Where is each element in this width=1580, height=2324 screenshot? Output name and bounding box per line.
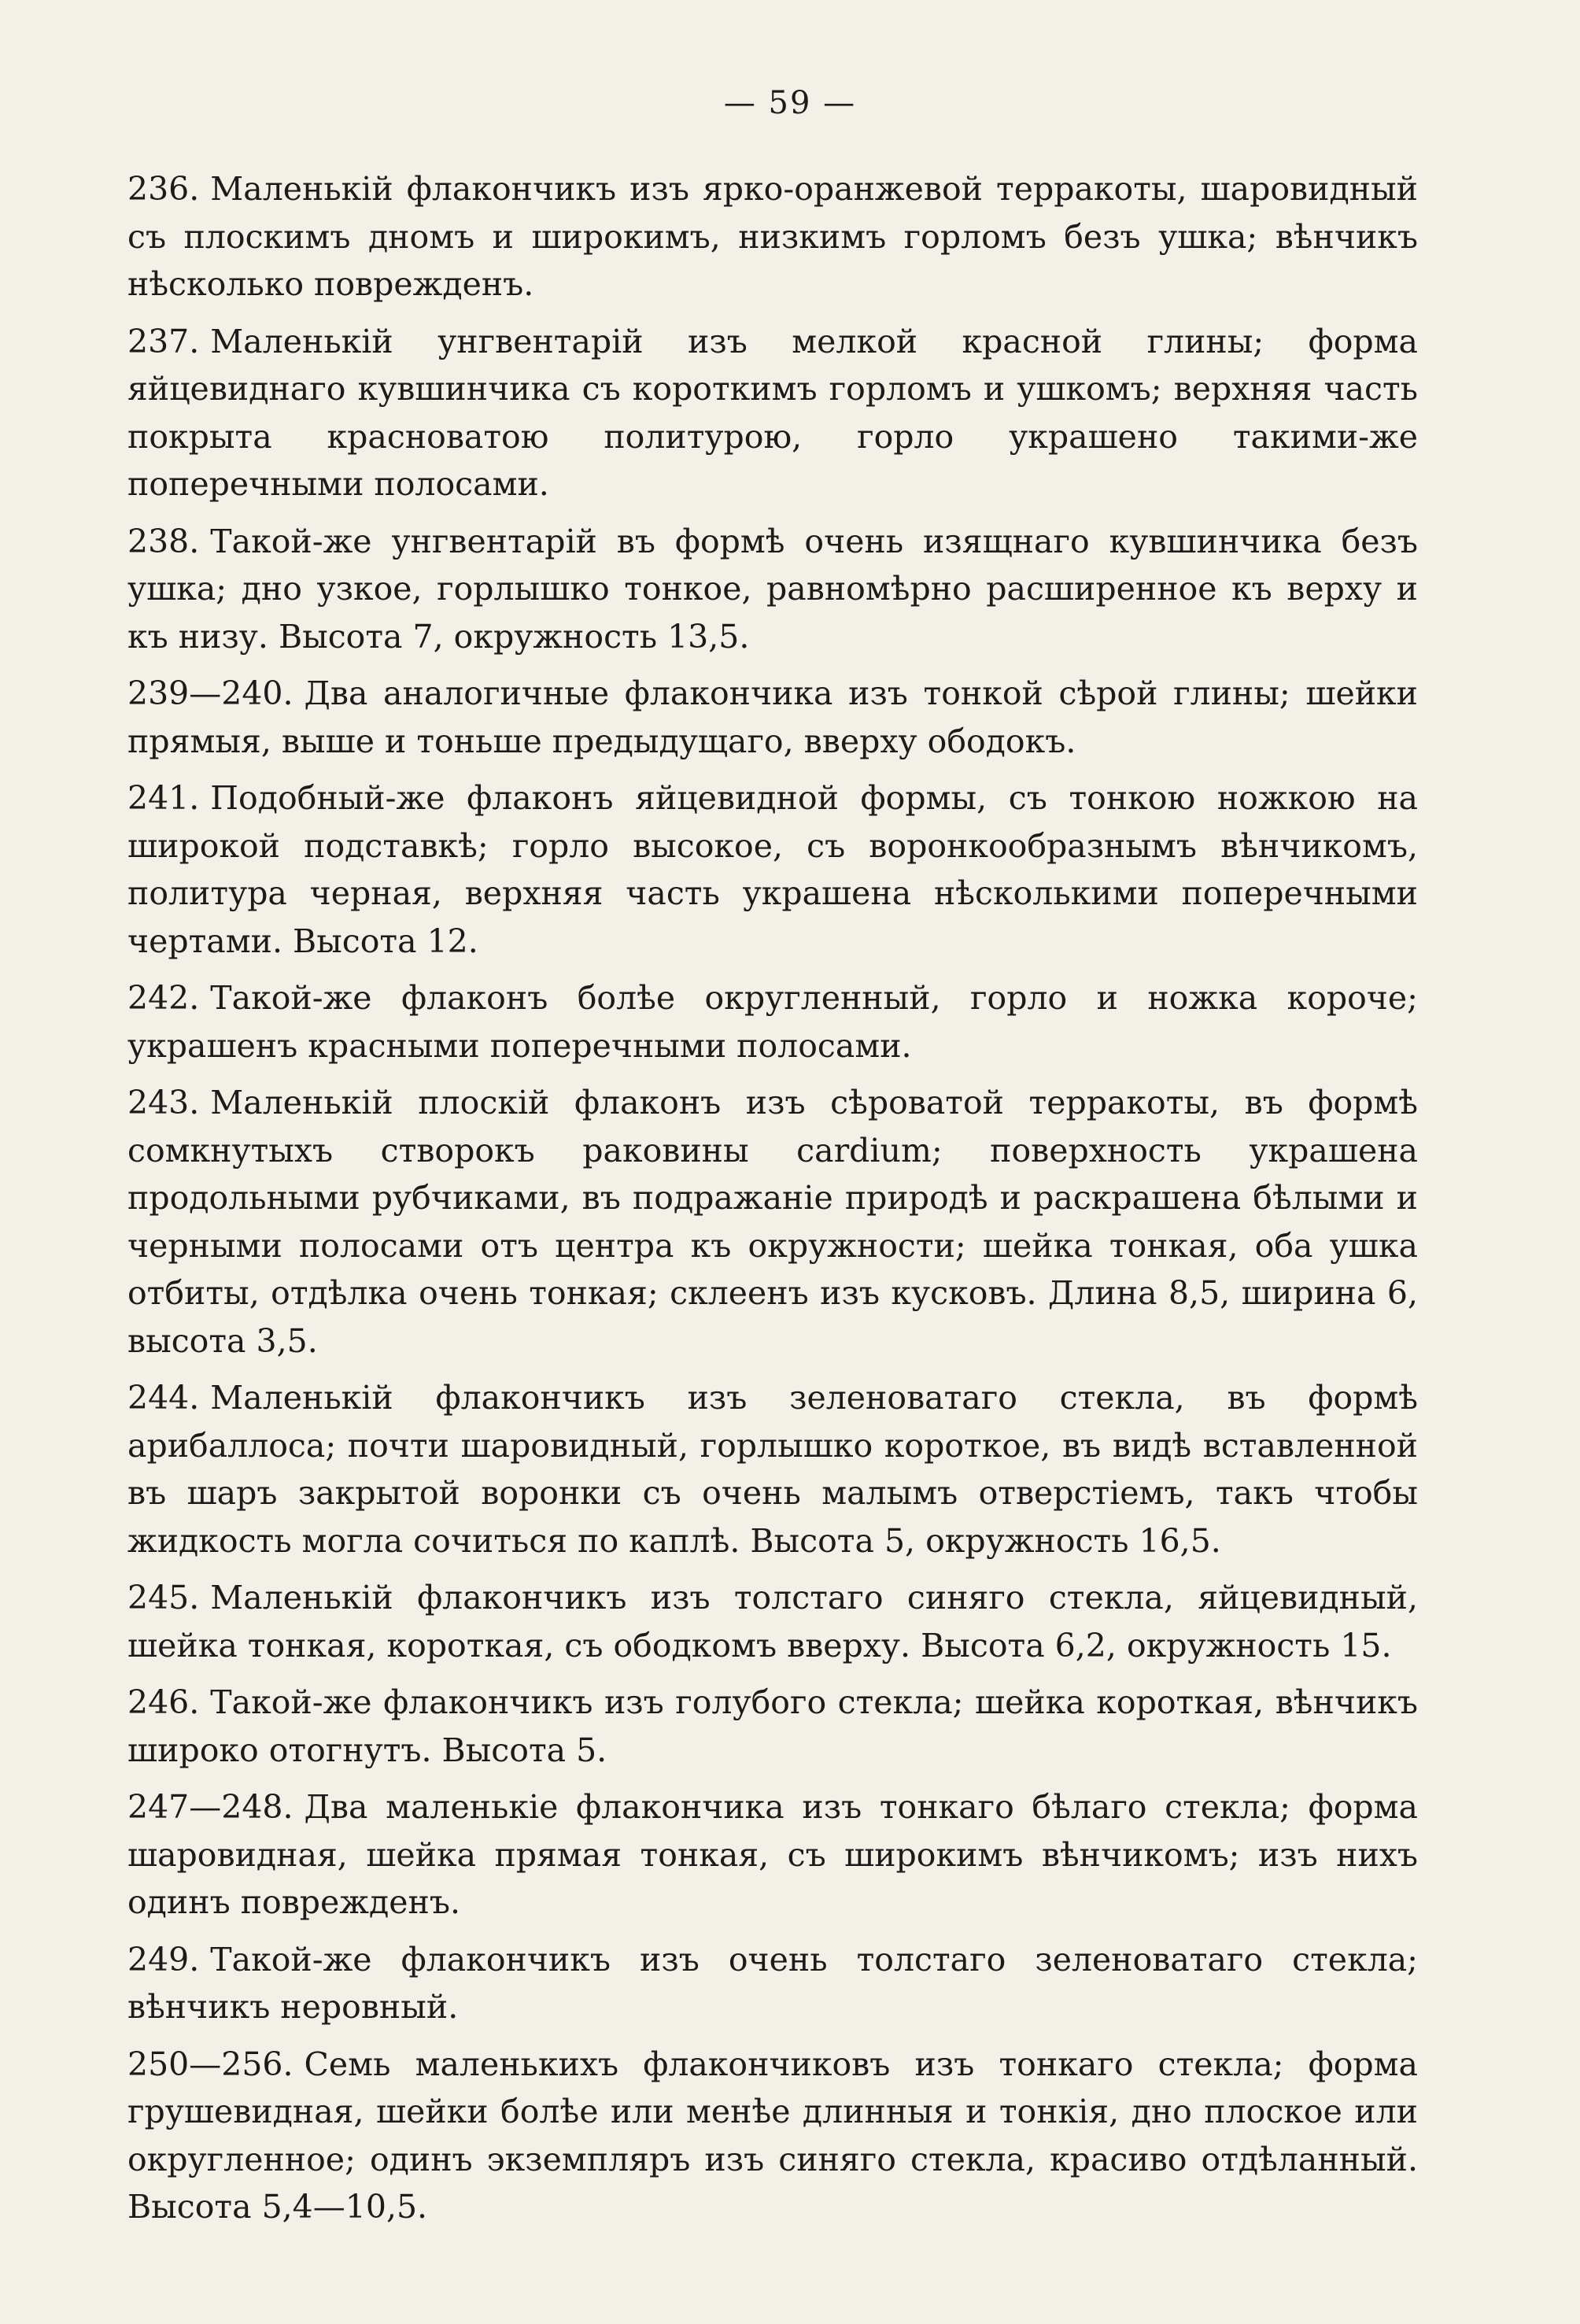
entry-text: Два маленькіе флакончика изъ тонкаго бѣлаго стекла; форма шаровидная, шейка прямая тонкая, съ широкимъ вѣнчикомъ; изъ нихъ одинъ поврежденъ. <box>127 1788 1418 1921</box>
catalog-entry <box>127 1783 1418 1927</box>
catalog-entry <box>127 1679 1418 1774</box>
entry-text: Маленькій флакончикъ изъ толстаго синяго стекла, яйцевидный, шейка тонкая, короткая, съ ободкомъ вверху. Высота 6,2, окружность 15. <box>127 1579 1418 1664</box>
entry-number: 247—248. <box>127 1788 293 1826</box>
entry-text: Два аналогичные флакончика изъ тонкой сѣрой глины; шейки прямыя, выше и тоньше предыдущаго, вверху ободокъ. <box>127 674 1418 760</box>
entry-number: 241. <box>127 779 200 817</box>
catalog-entries <box>127 165 1418 2241</box>
catalog-entry <box>127 974 1418 1070</box>
entry-number: 239—240. <box>127 674 293 712</box>
entry-number: 243. <box>127 1084 200 1121</box>
entry-number: 250—256. <box>127 2045 293 2083</box>
catalog-entry <box>127 2041 1418 2231</box>
entry-number: 245. <box>127 1579 200 1616</box>
entry-number: 246. <box>127 1683 200 1721</box>
entry-number: 238. <box>127 522 200 560</box>
page-number: — 59 — <box>723 85 857 121</box>
catalog-entry <box>127 1936 1418 2031</box>
catalog-entry <box>127 1574 1418 1669</box>
entry-number: 236. <box>127 170 200 208</box>
entry-text: Такой-же флакончикъ изъ очень толстаго зеленоватаго стекла; вѣнчикъ неровный. <box>127 1940 1418 2026</box>
catalog-entry <box>127 318 1418 508</box>
entry-text: Маленькій плоскій флаконъ изъ сѣроватой терракоты, въ формѣ сомкнутыхъ створокъ раковины cardium; поверхность украшена продольными рубчиками, въ подражаніе природѣ и раскрашена бѣлыми и черными полосами отъ центра къ окружности; шейка тонкая, оба ушка отбиты, отдѣлка очень тонкая; склеенъ изъ кусковъ. Длина 8,5, ширина 6, высота 3,5. <box>127 1084 1418 1360</box>
entry-text: Маленькій флакончикъ изъ зеленоватаго стекла, въ формѣ арибаллоса; почти шаровидный, горлышко короткое, въ видѣ вставленной въ шаръ закрытой воронки съ очень малымъ отверстіемъ, такъ чтобы жидкость могла сочиться по каплѣ. Высота 5, окружность 16,5. <box>127 1379 1418 1560</box>
entry-text: Маленькій флакончикъ изъ ярко-оранжевой терракоты, шаровидный съ плоскимъ дномъ и широкимъ, низкимъ горломъ безъ ушка; вѣнчикъ нѣсколько поврежденъ. <box>127 170 1418 303</box>
catalog-entry <box>127 774 1418 965</box>
entry-text: Подобный-же флаконъ яйцевидной формы, съ тонкою ножкою на широкой подставкѣ; горло высокое, съ воронкообразнымъ вѣнчикомъ, политура черная, верхняя часть украшена нѣсколькими поперечными чертами. Высота 12. <box>127 779 1418 960</box>
catalog-entry <box>127 1374 1418 1565</box>
entry-text: Такой-же унгвентарій въ формѣ очень изящнаго кувшинчика безъ ушка; дно узкое, горлышко тонкое, равномѣрно расширенное къ верху и къ низу. Высота 7, окружность 13,5. <box>127 522 1418 656</box>
catalog-entry <box>127 1079 1418 1365</box>
catalog-entry <box>127 165 1418 309</box>
entry-text: Маленькій унгвентарій изъ мелкой красной глины; форма яйцевиднаго кувшинчика съ короткимъ горломъ и ушкомъ; верхняя часть покрыта красноватою политурою, горло украшено такими-же поперечными полосами. <box>127 322 1418 503</box>
entry-number: 249. <box>127 1940 200 1979</box>
entry-text: Такой-же флакончикъ изъ голубого стекла; шейка короткая, вѣнчикъ широко отогнутъ. Высота 5. <box>127 1683 1418 1769</box>
entry-number: 237. <box>127 322 200 360</box>
catalog-entry <box>127 518 1418 661</box>
entry-number: 244. <box>127 1379 200 1417</box>
entry-text: Семь маленькихъ флакончиковъ изъ тонкаго стекла; форма грушевидная, шейки болѣе или менѣе длинныя и тонкія, дно плоское или округленное; одинъ экземпляръ изъ синяго стекла, красиво отдѣланный. Высота 5,4—10,5. <box>127 2045 1418 2226</box>
catalog-entry <box>127 670 1418 765</box>
entry-number: 242. <box>127 979 200 1017</box>
entry-text: Такой-же флаконъ болѣе округленный, горло и ножка короче; украшенъ красными поперечными полосами. <box>127 979 1418 1065</box>
